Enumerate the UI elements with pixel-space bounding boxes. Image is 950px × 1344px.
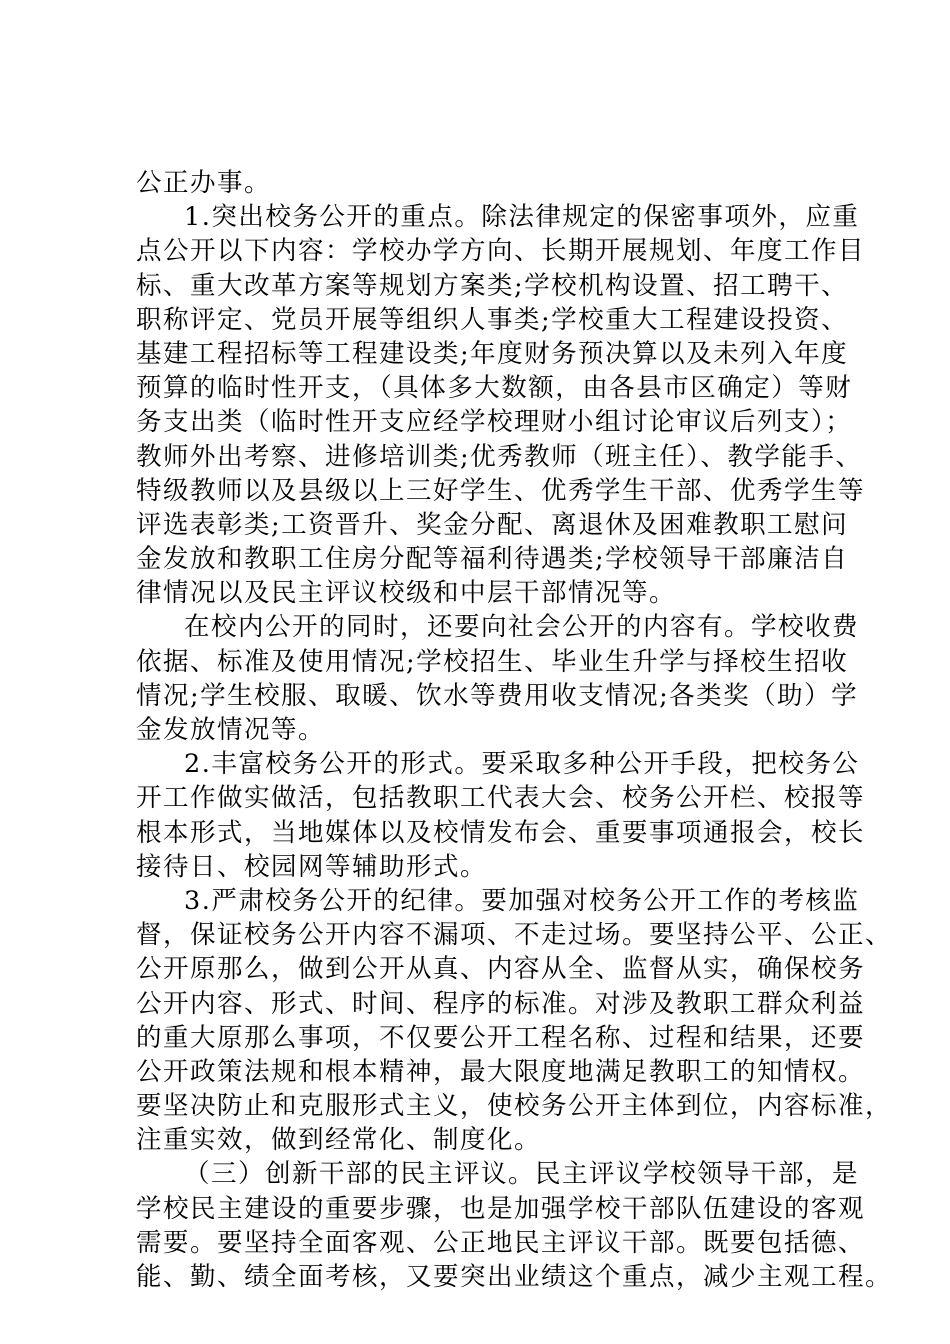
text-line: 依据、标准及使用情况;学校招生、毕业生升学与择校生招收 — [136, 646, 849, 677]
text-line: 3.严肃校务公开的纪律。要加强对校务公开工作的考核监 — [184, 885, 860, 916]
text-line: 要坚决防止和克服形式主义，使校务公开主体到位，内容标准， — [136, 1091, 893, 1122]
text-line: （三）创新干部的民主评议。民主评议学校领导干部，是 — [184, 1159, 860, 1190]
text-line: 的重大原那么事项，不仅要公开工程名称、过程和结果，还要 — [136, 1022, 866, 1053]
text-line: 2.丰富校务公开的形式。要采取多种公开手段，把校务公 — [184, 749, 860, 780]
text-line: 评选表彰类;工资晋升、奖金分配、离退休及困难教职工慰问 — [136, 509, 849, 540]
text-line: 公开政策法规和根本精神，最大限度地满足教职工的知情权。 — [136, 1056, 866, 1087]
text-line: 接待日、校园网等辅助形式。 — [136, 851, 488, 882]
text-line: 标、重大改革方案等规划方案类;学校机构设置、招工聘干、 — [136, 270, 849, 301]
text-line: 1.突出校务公开的重点。除法律规定的保密事项外，应重 — [184, 202, 860, 233]
document-body — [136, 166, 893, 1294]
text-line: 公开内容、形式、时间、程序的标准。对涉及教职工群众利益 — [136, 988, 866, 1019]
text-line: 根本形式，当地媒体以及校情发布会、重要事项通报会，校长 — [136, 817, 866, 848]
text-line: 务支出类（临时性开支应经学校理财小组讨论审议后列支）； — [136, 407, 853, 438]
text-line: 开工作做实做活，包括教职工代表大会、校务公开栏、校报等 — [136, 783, 866, 814]
text-line: 公开原那么，做到公开从真、内容从全、监督从实，确保校务 — [136, 954, 866, 985]
text-line: 学校民主建设的重要步骤，也是加强学校干部队伍建设的客观 — [136, 1193, 866, 1224]
text-line: 金发放和教职工住房分配等福利待遇类;学校领导干部廉洁自 — [136, 544, 849, 575]
text-line: 预算的临时性开支，（具体多大数额，由各县市区确定）等财 — [136, 373, 853, 404]
text-line: 能、勤、绩全面考核，又要突出业绩这个重点，减少主观工程。 — [136, 1262, 893, 1292]
text-line: 点公开以下内容：学校办学方向、长期开展规划、年度工作目 — [136, 236, 866, 267]
text-line: 金发放情况等。 — [136, 715, 326, 745]
text-line: 教师外出考察、进修培训类;优秀教师（班主任）、教学能手、 — [136, 441, 863, 472]
text-line: 情况;学生校服、取暖、饮水等费用收支情况;各类奖（助）学 — [136, 680, 859, 711]
text-line: 注重实效，做到经常化、制度化。 — [136, 1125, 542, 1156]
text-line: 律情况以及民主评议校级和中层干部情况等。 — [136, 578, 677, 609]
text-line: 职称评定、党员开展等组织人事类;学校重大工程建设投资、 — [136, 304, 849, 335]
text-line: 特级教师以及县级以上三好学生、优秀学生干部、优秀学生等 — [136, 475, 866, 506]
text-line: 基建工程招标等工程建设类;年度财务预决算以及未列入年度 — [136, 338, 849, 369]
text-line: 在校内公开的同时，还要向社会公开的内容有。学校收费 — [184, 612, 860, 643]
text-line: 督，保证校务公开内容不漏项、不走过场。要坚持公平、公正、 — [136, 920, 893, 951]
text-line: 公正办事。 — [136, 168, 272, 198]
text-line: 需要。要坚持全面客观、公正地民主评议干部。既要包括德、 — [136, 1227, 866, 1258]
